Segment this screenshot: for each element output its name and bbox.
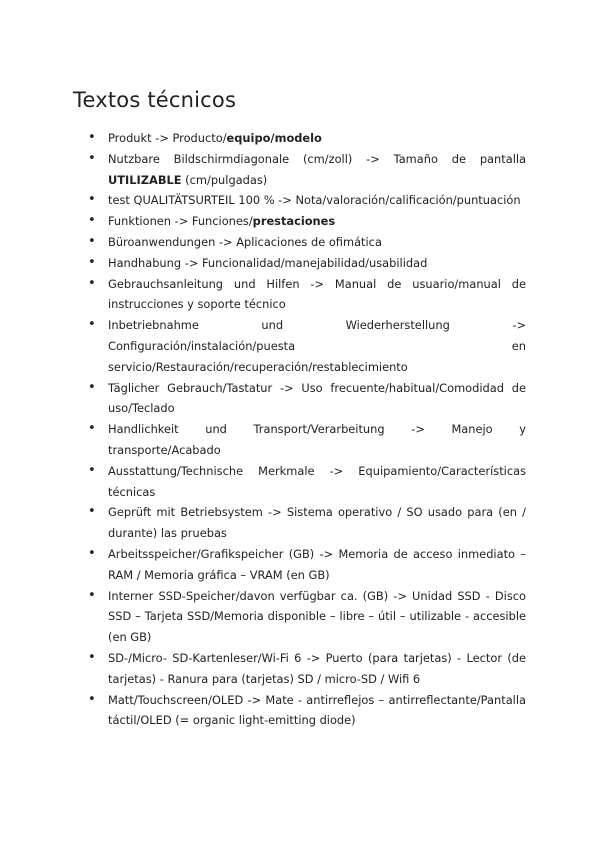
list-item — [108, 648, 526, 690]
item-text: Handlichkeit und Transport/Verarbeitung -> Manejo y transporte/Acabado — [108, 422, 526, 457]
list-item — [108, 419, 526, 461]
list-item — [108, 586, 526, 648]
item-text: Inbetriebnahme und Wiederherstellung -> Configuración/instalación/puesta en servicio/Restauración/recuperación/restablecimiento — [108, 318, 526, 374]
list-item — [108, 544, 526, 586]
list-item — [108, 128, 526, 149]
item-text: Funktionen -> Funciones/ — [108, 214, 253, 229]
item-text: Geprüft mit Betriebsystem -> Sistema operativo / SO usado para (en / durante) las pruebas — [108, 505, 526, 541]
page-title: Textos técnicos — [73, 88, 237, 112]
list-item — [108, 253, 526, 274]
list-item — [108, 211, 526, 232]
list-item — [108, 690, 526, 732]
item-text: Gebrauchsanleitung und Hilfen -> Manual de usuario/manual de instrucciones y soporte técnico — [108, 276, 526, 312]
item-text: Produkt -> Producto/ — [108, 131, 227, 145]
item-text-suffix: (cm/pulgadas) — [181, 172, 268, 187]
item-text: Matt/Touchscreen/OLED -> Mate - antirreflejos – antirreflectante/Pantalla táctil/OLED (= organic light-emitting diode) — [108, 692, 526, 728]
list-item — [108, 149, 526, 191]
item-bold-text: equipo/modelo — [226, 131, 322, 145]
item-text: Interner SSD-Speicher/davon verfügbar ca. (GB) -> Unidad SSD - Disco SSD – Tarjeta SSD/Memoria disponible – libre – útil – utilizable - accesible (en GB) — [108, 588, 526, 645]
list-item — [108, 502, 526, 544]
list-item — [108, 315, 526, 377]
term-list — [108, 128, 526, 731]
list-item — [108, 274, 526, 316]
list-item — [108, 190, 526, 211]
list-item — [108, 461, 526, 503]
item-text: Arbeitsspeicher/Grafikspeicher (GB) -> Memoria de acceso inmediato – RAM / Memoria gráfica – VRAM (en GB) — [108, 546, 526, 582]
list-item — [108, 378, 526, 420]
item-text: SD-/Micro- SD-Kartenleser/Wi-Fi 6 -> Puerto (para tarjetas) - Lector (de tarjetas) - Ranura para (tarjetas) SD / micro-SD / Wifi 6 — [108, 650, 526, 686]
list-item — [108, 232, 526, 253]
item-text: Büroanwendungen -> Aplicaciones de ofimática — [108, 234, 382, 249]
item-text: Täglicher Gebrauch/Tastatur -> Uso frecuente/habitual/Comodidad de uso/Teclado — [108, 380, 526, 416]
item-text: Ausstattung/Technische Merkmale -> Equipamiento/Características técnicas — [108, 463, 526, 499]
item-text: Nutzbare Bildschirmdiagonale (cm/zoll) -> Tamaño de pantalla — [108, 151, 526, 166]
item-bold-text: UTILIZABLE — [108, 172, 182, 187]
item-bold-text: prestaciones — [252, 214, 336, 229]
item-text: test QUALITÄTSURTEIL 100 % -> Nota/valoración/calificación/puntuación — [108, 193, 521, 208]
item-text: Handhabung -> Funcionalidad/manejabilidad/usabilidad — [108, 255, 428, 270]
